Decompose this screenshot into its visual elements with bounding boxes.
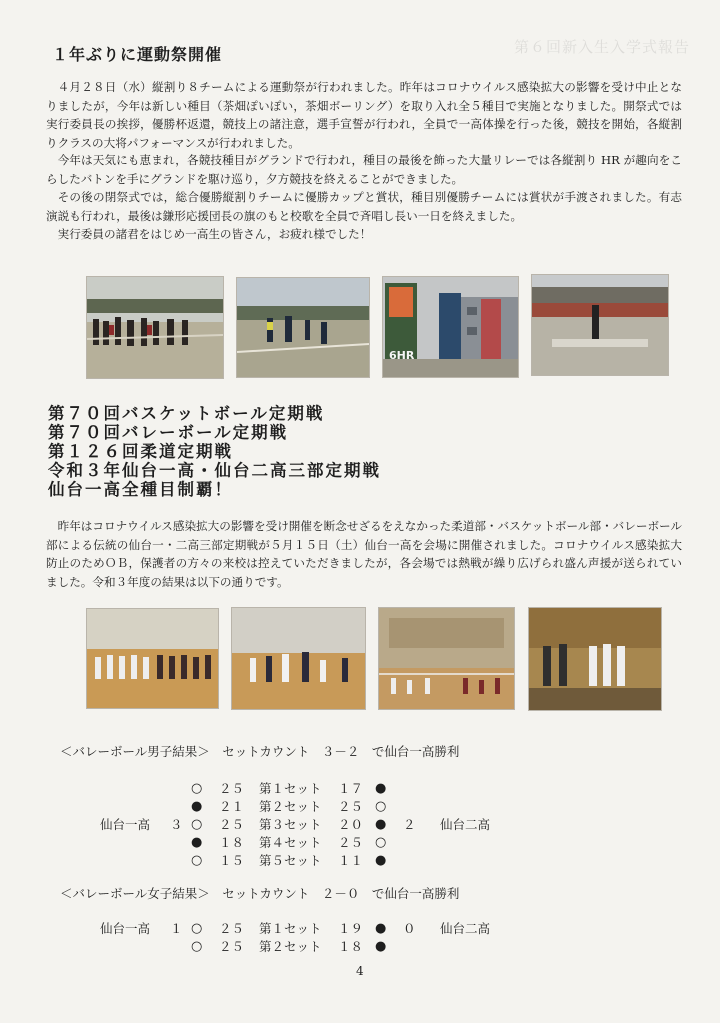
left-set-score: １５ xyxy=(219,853,245,868)
left-result-mark: ○ xyxy=(191,921,203,936)
team-right-sets: ２ xyxy=(403,817,416,832)
right-result-mark: ● xyxy=(375,939,387,954)
right-set-score: １７ xyxy=(338,781,364,796)
right-set-score: ２５ xyxy=(338,799,364,814)
set-row xyxy=(0,852,720,870)
left-result-mark: ● xyxy=(191,799,203,814)
photo-banners-6hr xyxy=(382,276,519,378)
team-left-sets: １ xyxy=(170,921,183,936)
team-right-name: 仙台二高 xyxy=(440,817,491,832)
set-label: 第４セット xyxy=(259,835,322,850)
bleed-through-heading: 第６回新入生入学式報告 xyxy=(513,38,690,56)
team-left-sets: ３ xyxy=(170,817,183,832)
headline-basketball: 第７０回バスケットボール定期戦 xyxy=(48,404,325,423)
team-right-name: 仙台二高 xyxy=(440,921,491,936)
right-set-score: １８ xyxy=(338,939,364,954)
left-set-score: ２５ xyxy=(219,939,245,954)
headline-volleyball: 第７０回バレーボール定期戦 xyxy=(48,423,289,442)
right-result-mark: ○ xyxy=(375,835,387,850)
result-heading-women: ＜バレーボール女子結果＞ セットカウント ２－０ で仙台一高勝利 xyxy=(60,886,460,901)
left-result-mark: ○ xyxy=(191,853,203,868)
headline-sweep: 仙台一高全種目制覇！ xyxy=(48,480,233,499)
right-result-mark: ● xyxy=(375,817,387,832)
headline-judo: 第１２６回柔道定期戦 xyxy=(48,442,233,461)
set-row xyxy=(0,938,720,956)
result-heading-men: ＜バレーボール男子結果＞ セットカウント ３－２ で仙台一高勝利 xyxy=(60,744,460,759)
banner-6hr-label: 6HR xyxy=(389,349,415,362)
right-set-score: １９ xyxy=(338,921,364,936)
teiki-headlines xyxy=(48,404,381,499)
set-label: 第２セット xyxy=(259,939,322,954)
sports-day-paragraph-4: 実行委員の諸君をはじめ一高生の皆さん，お疲れ様でした！ xyxy=(57,227,372,241)
photo-basketball-game xyxy=(231,607,366,710)
photo-judo-ceremony xyxy=(528,607,662,711)
right-set-score: ２５ xyxy=(338,835,364,850)
sports-day-paragraph-1: ４月２８日（水）縦割り８チームによる運動祭が行われました。昨年はコロナウイルス感染拡大の影響を受け中止となりましたが，今年は新しい種目（茶畑ぽいぽい，茶畑ボーリング）を取り入れ全５種目で実施となりました。開祭式では実行委員長の挨拶，優勝杯返還，競技上の諸注意，選手宣誓が行われ，全員で一高体操を行った後，競技を開始，各縦割りクラスの大将パフォーマンスが行われました。 xyxy=(46,80,682,150)
sports-day-paragraph-3: その後の閉祭式では，総合優勝縦割りチームに優勝カップと賞状，種目別優勝チームには賞状が手渡されました。有志演説も行われ，最後は鎌形応援団長の旗のもと校歌を全員で斉唱し長い一日を終えました。 xyxy=(46,190,682,223)
set-label: 第５セット xyxy=(259,853,322,868)
left-result-mark: ○ xyxy=(191,817,203,832)
sports-day-paragraph-2: 今年は天気にも恵まれ，各競技種目がグランドで行われ，種目の最後を飾った大量リレーでは各縦割り HR が趣向をこらしたバトンを手にグランドを駆け巡り，夕方競技を終えることができました。 xyxy=(46,153,682,186)
photo-volleyball-game xyxy=(378,607,515,710)
set-row xyxy=(0,920,720,938)
team-left-name: 仙台一高 xyxy=(100,921,151,936)
left-set-score: ２５ xyxy=(219,817,245,832)
set-label: 第３セット xyxy=(259,817,322,832)
set-row xyxy=(0,780,720,798)
set-label: 第１セット xyxy=(259,921,322,936)
teiki-paragraph: 昨年はコロナウイルス感染拡大の影響を受け開催を断念せざるをえなかった柔道部・バスケットボール部・バレーボール部による伝統の仙台一・二高三部定期戦が５月１５日（土）仙台一高を会場に開催されました。コロナウイルス感染拡大防止のためＯＢ，保護者の方々の来校は控えていただきましたが，各会場では熱戦が繰り広げられ盛ん声援が送られていました。令和３年度の結果は以下の通りです。 xyxy=(46,519,682,589)
right-result-mark: ○ xyxy=(375,799,387,814)
photo-basketball-lineup xyxy=(86,608,219,709)
set-row xyxy=(0,834,720,852)
set-row xyxy=(0,798,720,816)
left-set-score: ２５ xyxy=(219,921,245,936)
right-result-mark: ● xyxy=(375,781,387,796)
left-set-score: ２１ xyxy=(219,799,245,814)
left-set-score: ２５ xyxy=(219,781,245,796)
photo-closing-ceremony xyxy=(531,274,669,376)
right-set-score: ２０ xyxy=(338,817,364,832)
set-label: 第１セット xyxy=(259,781,322,796)
left-set-score: １８ xyxy=(219,835,245,850)
left-result-mark: ○ xyxy=(191,939,203,954)
right-result-mark: ● xyxy=(375,921,387,936)
right-result-mark: ● xyxy=(375,853,387,868)
sports-day-title: １年ぶりに運動祭開催 xyxy=(52,45,223,64)
photo-tug-of-war xyxy=(86,276,224,379)
right-set-score: １１ xyxy=(338,853,364,868)
left-result-mark: ○ xyxy=(191,781,203,796)
set-row xyxy=(0,816,720,834)
photo-relay-race xyxy=(236,277,370,378)
page-number: 4 xyxy=(356,964,364,978)
team-right-sets: ０ xyxy=(403,921,416,936)
set-label: 第２セット xyxy=(259,799,322,814)
left-result-mark: ● xyxy=(191,835,203,850)
team-left-name: 仙台一高 xyxy=(100,817,151,832)
headline-three-club-match: 令和３年仙台一高・仙台二高三部定期戦 xyxy=(48,461,381,480)
